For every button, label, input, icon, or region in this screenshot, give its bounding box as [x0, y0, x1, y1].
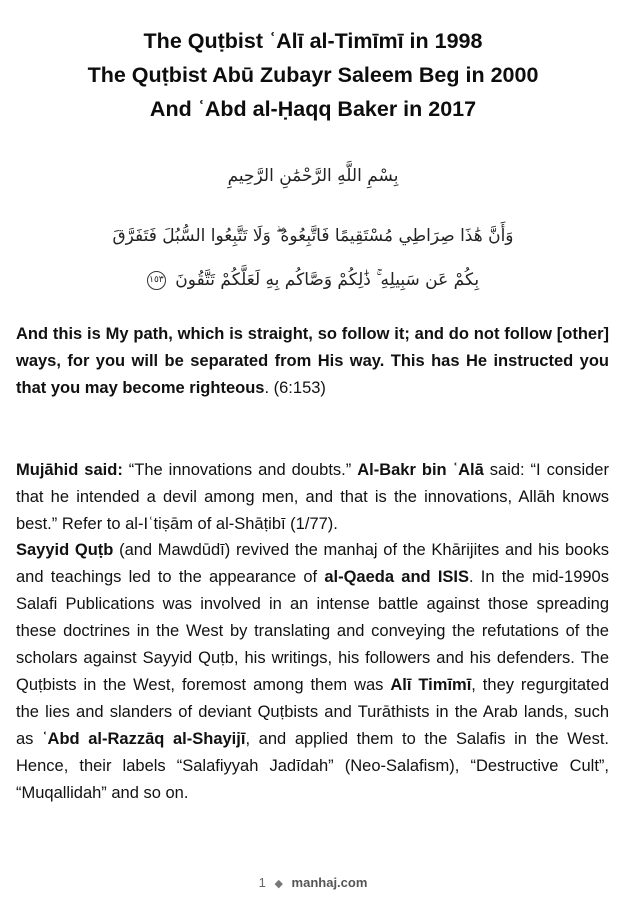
name-sayyid-qutb: Sayyid Quṭb [16, 541, 114, 559]
name-al-qaeda-isis: al-Qaeda and ISIS [324, 568, 469, 586]
title-line-2: The Quṭbist Abū Zubayr Saleem Beg in 2000 [87, 63, 539, 87]
footer-site-link[interactable]: manhaj.com [291, 875, 368, 890]
body-text-1: (and Mawdūdī) revived the manhaj of the Khārijites and his books and teachings led to the appearance of [16, 541, 609, 586]
tafsir-paragraph [16, 457, 609, 538]
title-line-3: And ʿAbd al-Ḥaqq Baker in 2017 [149, 97, 477, 121]
verse-translation-paragraph [16, 321, 609, 402]
verse-translation: And this is My path, which is straight, so follow it; and do not follow [other] ways, for you will be separated from His way. This has He instructed you that you may become righteous [16, 325, 609, 397]
quran-verse-text: وَأَنَّ هَٰذَا صِرَاطِي مُسْتَقِيمًا فَاتَّبِعُوهُ ۖ وَلَا تَتَّبِعُوا السُّبُلَ فَتَفَرَّقَ بِكُمْ عَن سَبِيلِهِ ۚ ذَٰلِكُمْ وَصَّاكُم بِهِ لَعَلَّكُمْ تَتَّقُونَ [112, 226, 514, 290]
body-text-4: , and applied them to the Salafis in the West. Hence, their labels “Salafiyyah Jadīdah” (Neo-Salafism), “Destructive Cult”, “Muqallidah” and so on. [16, 730, 610, 802]
basmala: بِسْمِ اللَّهِ الرَّحْمَٰنِ الرَّحِيمِ [227, 166, 399, 186]
document-title [0, 24, 626, 126]
diamond-separator-icon: ◆ [274, 878, 283, 890]
name-al-shayiji: ʿAbd al-Razzāq al-Shayijī [42, 730, 246, 748]
page-footer [0, 875, 626, 890]
title-line-1: The Quṭbist ʿAlī al-Timīmī in 1998 [143, 29, 483, 53]
speaker-mujahid: Mujāhid said: [16, 461, 123, 479]
speaker-al-bakr: Al-Bakr bin ʿAlā [357, 461, 484, 479]
body-text-2: . In the mid-1990s Salafi Publications was involved in an intense battle against those spreading these doctrines in the West by translating and conveying the refutations of the scholars against Sayyid Quṭb, his writings, his followers and his defenders. The Quṭbists in the West, foremost among them was [16, 568, 609, 694]
name-ali-timimi: Alī Timīmī [390, 676, 472, 694]
page-number: 1 [258, 875, 266, 890]
body-text-3: , they regurgitated the lies and slanders of deviant Quṭbists and Turāthists in the Arab lands, such as [16, 676, 609, 748]
al-bakr-quote: said: “I consider that he intended a devil among men, and that is the innovations, Allāh knows best.” Refer to al-Iʿtiṣām of al-Shāṭibī (1/77). [16, 461, 609, 533]
ayah-number-marker: ١٥٣ [147, 271, 166, 290]
body-paragraph [16, 537, 609, 807]
verse-reference: . (6:153) [264, 379, 326, 397]
mujahid-quote: “The innovations and doubts.” [122, 461, 358, 479]
quran-verse [110, 214, 516, 302]
